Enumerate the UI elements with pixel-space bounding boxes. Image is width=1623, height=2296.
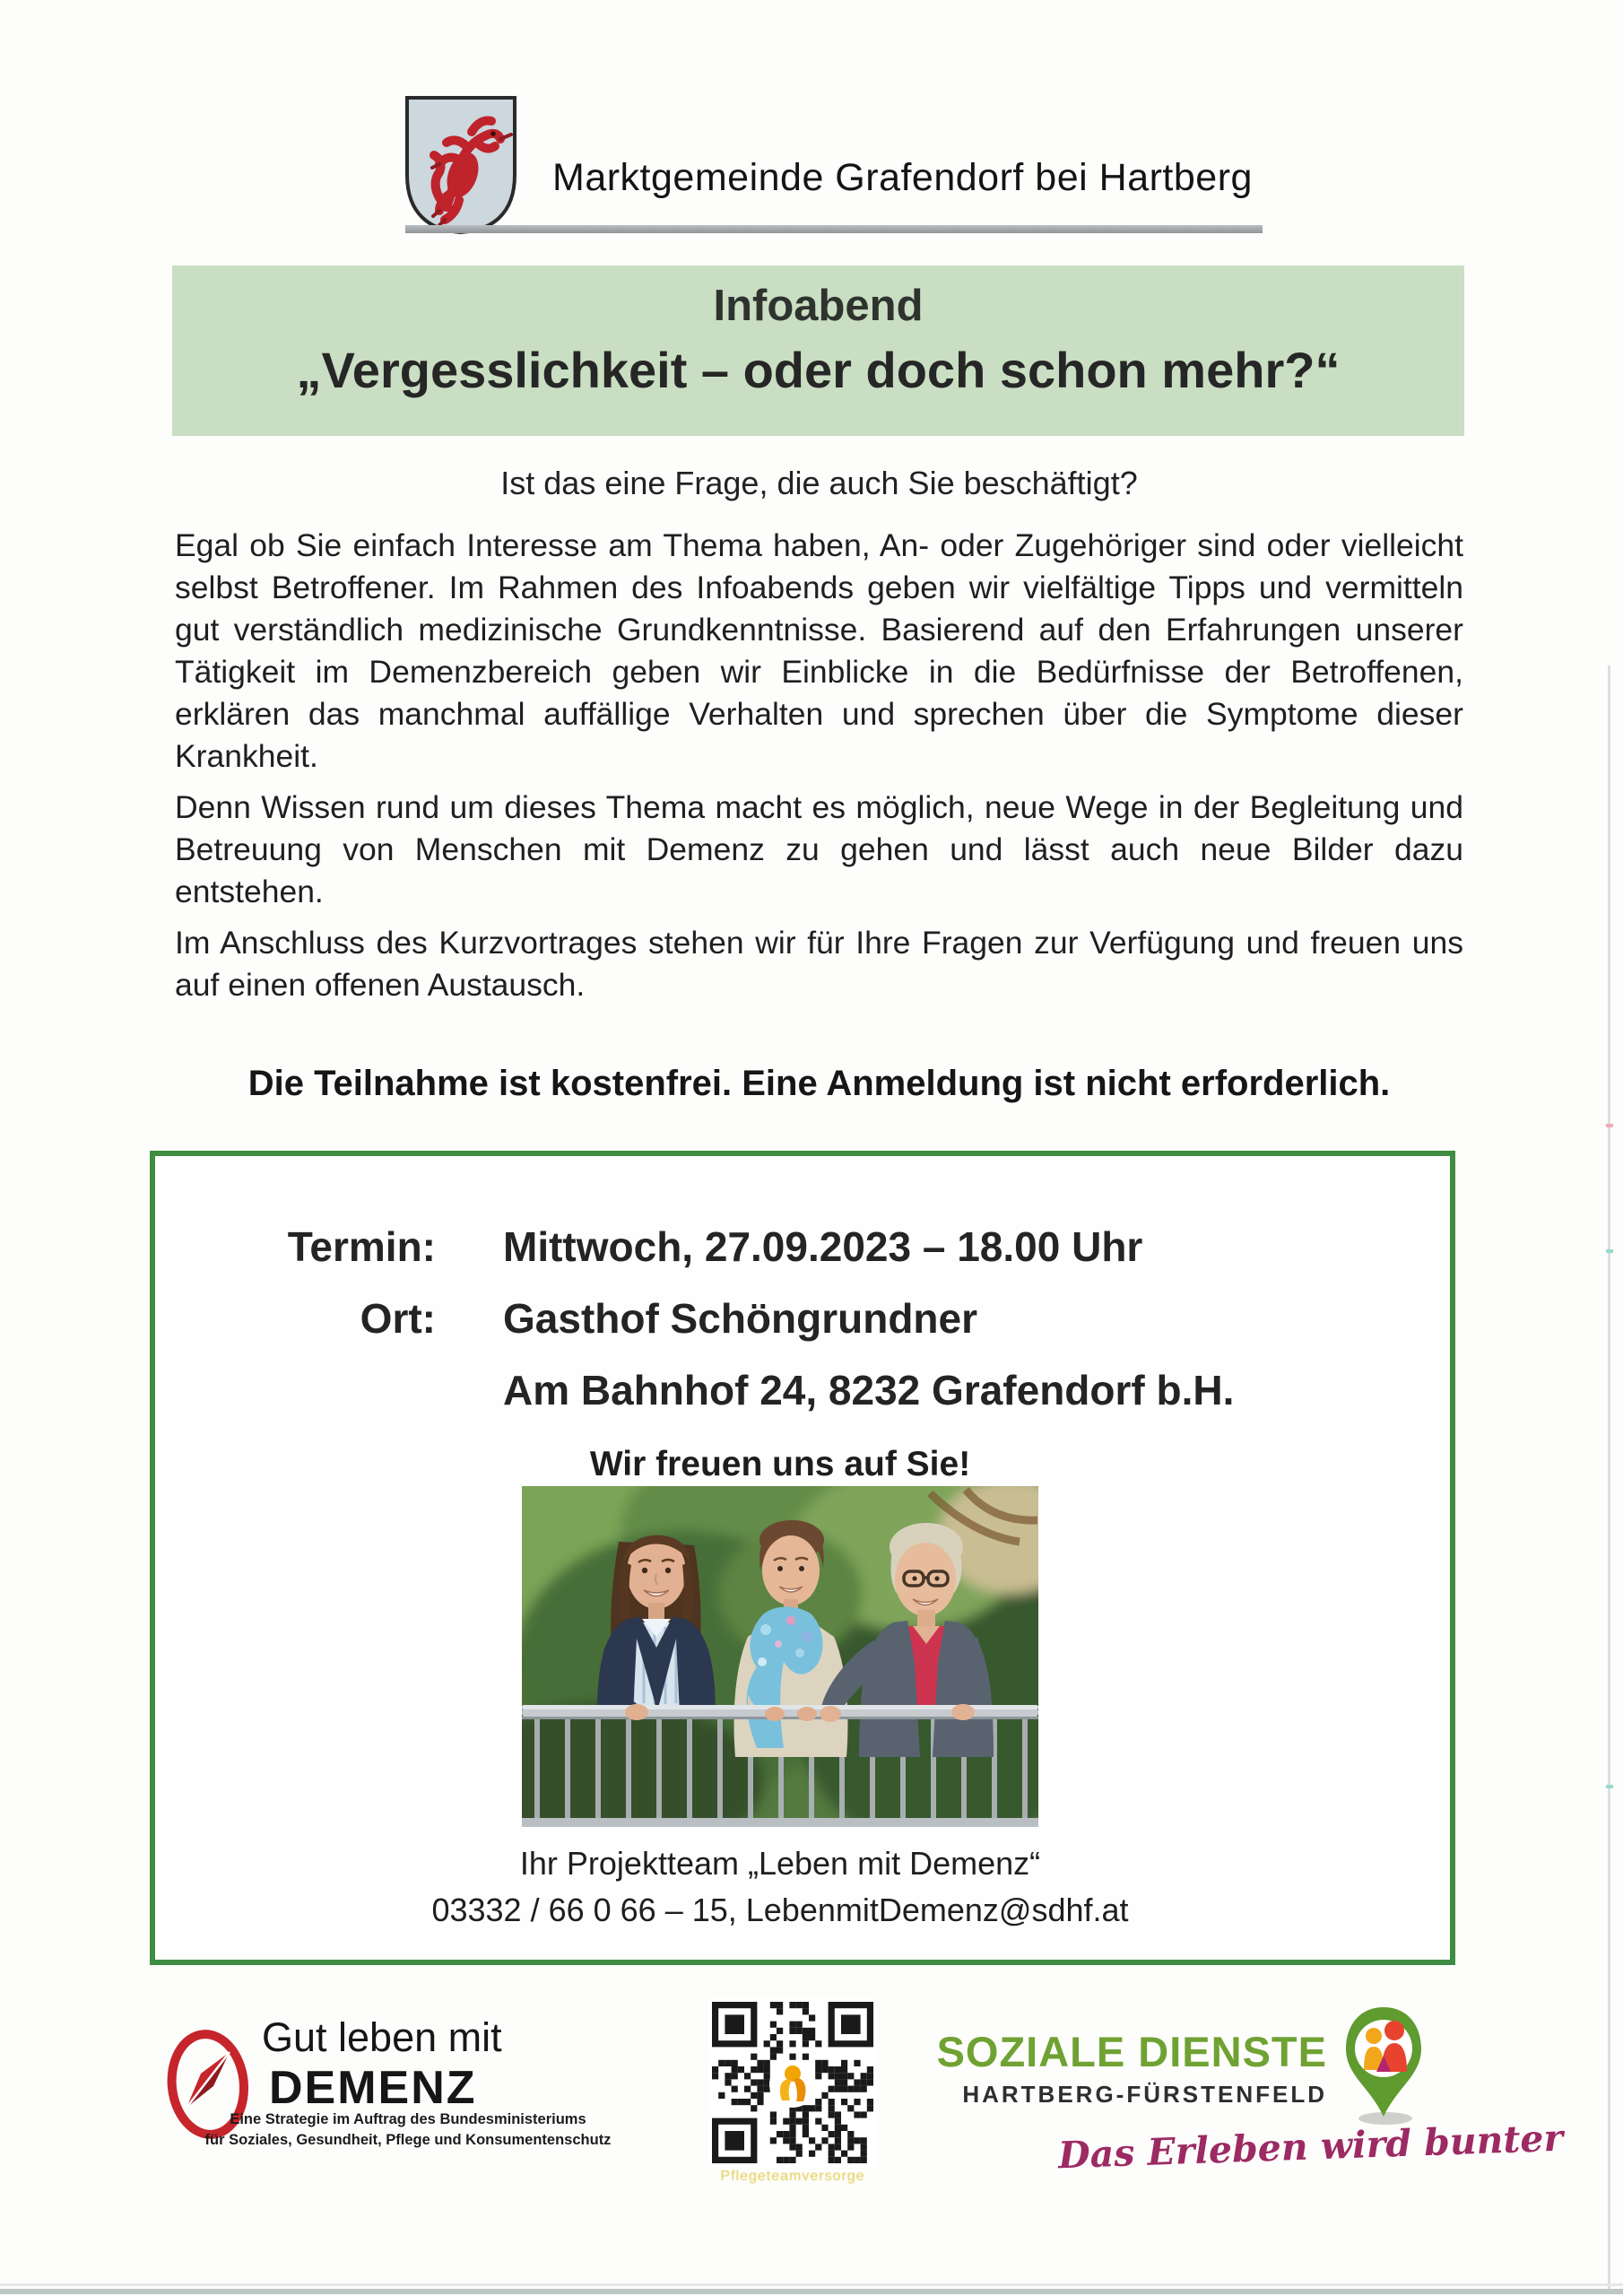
- demenz-tagline-2: für Soziales, Gesundheit, Pflege und Konsumentenschutz: [204, 2132, 612, 2148]
- banner-subtitle: „Vergesslichkeit – oder doch schon mehr?“: [296, 342, 1341, 398]
- body-text: [175, 525, 1463, 1015]
- demenz-logo-line2: DEMENZ: [269, 2062, 477, 2114]
- intro-question: Ist das eine Frage, die auch Sie beschäftigt?: [500, 465, 1138, 501]
- demenz-tagline-1: Eine Strategie im Auftrag des Bundesministeriums: [230, 2111, 586, 2127]
- qr-caption: Pflegeteamversorge: [720, 2169, 865, 2184]
- scan-bottom-line: [0, 2289, 1623, 2294]
- location-address: Am Bahnhof 24, 8232 Grafendorf b.H.: [503, 1367, 1235, 1413]
- qr-code: [708, 1998, 877, 2167]
- paragraph-1: Egal ob Sie einfach Interesse am Thema haben, An- oder Zugehöriger sind oder vielleicht selbst Betroffener. Im Rahmen des Infoabends geben wir vielfältige Tipps und vermitteln gut verständlich medizinische Grundkenntnisse. Basierend auf den Erfahrungen unserer Tätigkeit im Demenzbereich geben wir Einblicke in die Bedürfnisse der Betroffenen, erklären das manchmal auffällige Verhalten und sprechen über die Symptome dieser Krankheit.: [175, 527, 1463, 774]
- demenz-logo-line1: Gut leben mit: [262, 2014, 502, 2060]
- event-date-row: [209, 1222, 1410, 1271]
- team-caption: Ihr Projektteam „Leben mit Demenz“: [519, 1845, 1041, 1882]
- scan-edge-line: [1608, 665, 1610, 2291]
- location-label: Ort:: [360, 1295, 436, 1342]
- welcome-line: Wir freuen uns auf Sie!: [589, 1445, 971, 1483]
- paragraph-2: Denn Wissen rund um dieses Thema macht es möglich, neue Wege in der Begleitung und Betreuung von Menschen mit Demenz zu gehen und lässt auch neue Bilder dazu entstehen.: [175, 789, 1463, 909]
- soziale-dienste-pin-icon: [1339, 2004, 1428, 2131]
- location-value: Gasthof Schöngrundner: [503, 1295, 977, 1342]
- scan-tick: [1606, 1249, 1613, 1253]
- date-value: Mittwoch, 27.09.2023 – 18.00 Uhr: [503, 1223, 1143, 1270]
- event-address-row: [209, 1366, 1410, 1414]
- event-details-box: [150, 1151, 1455, 1965]
- scan-bottom-line: [0, 2283, 1623, 2286]
- header-divider: [405, 225, 1263, 233]
- demenz-logo-taglines: [175, 2109, 641, 2151]
- soziale-dienste-name: SOZIALE DIENSTE: [936, 2028, 1327, 2075]
- scan-tick: [1606, 1785, 1613, 1788]
- soziale-dienste-region: HARTBERG-FÜRSTENFELD: [962, 2081, 1327, 2108]
- qr-center-logo-icon: [769, 2061, 816, 2108]
- participation-note: Die Teilnahme ist kostenfrei. Eine Anmeldung ist nicht erforderlich.: [247, 1064, 1391, 1103]
- date-label: Termin:: [287, 1223, 436, 1270]
- banner-title: Infoabend: [713, 282, 924, 330]
- municipality-crest-icon: [402, 92, 520, 236]
- soziale-dienste-slogan: Das Erleben wird bunter: [1057, 2116, 1564, 2178]
- team-photo: [522, 1486, 1038, 1827]
- contact-line: 03332 / 66 0 66 – 15, LebenmitDemenz@sdhf.at: [431, 1892, 1129, 1928]
- title-banner: [172, 265, 1464, 436]
- event-location-row: [209, 1294, 1410, 1343]
- municipality-name: Marktgemeinde Grafendorf bei Hartberg: [552, 156, 1253, 199]
- scan-tick: [1606, 1124, 1613, 1127]
- paragraph-3: Im Anschluss des Kurzvortrages stehen wir für Ihre Fragen zur Verfügung und freuen uns auf einen offenen Austausch.: [175, 925, 1463, 1003]
